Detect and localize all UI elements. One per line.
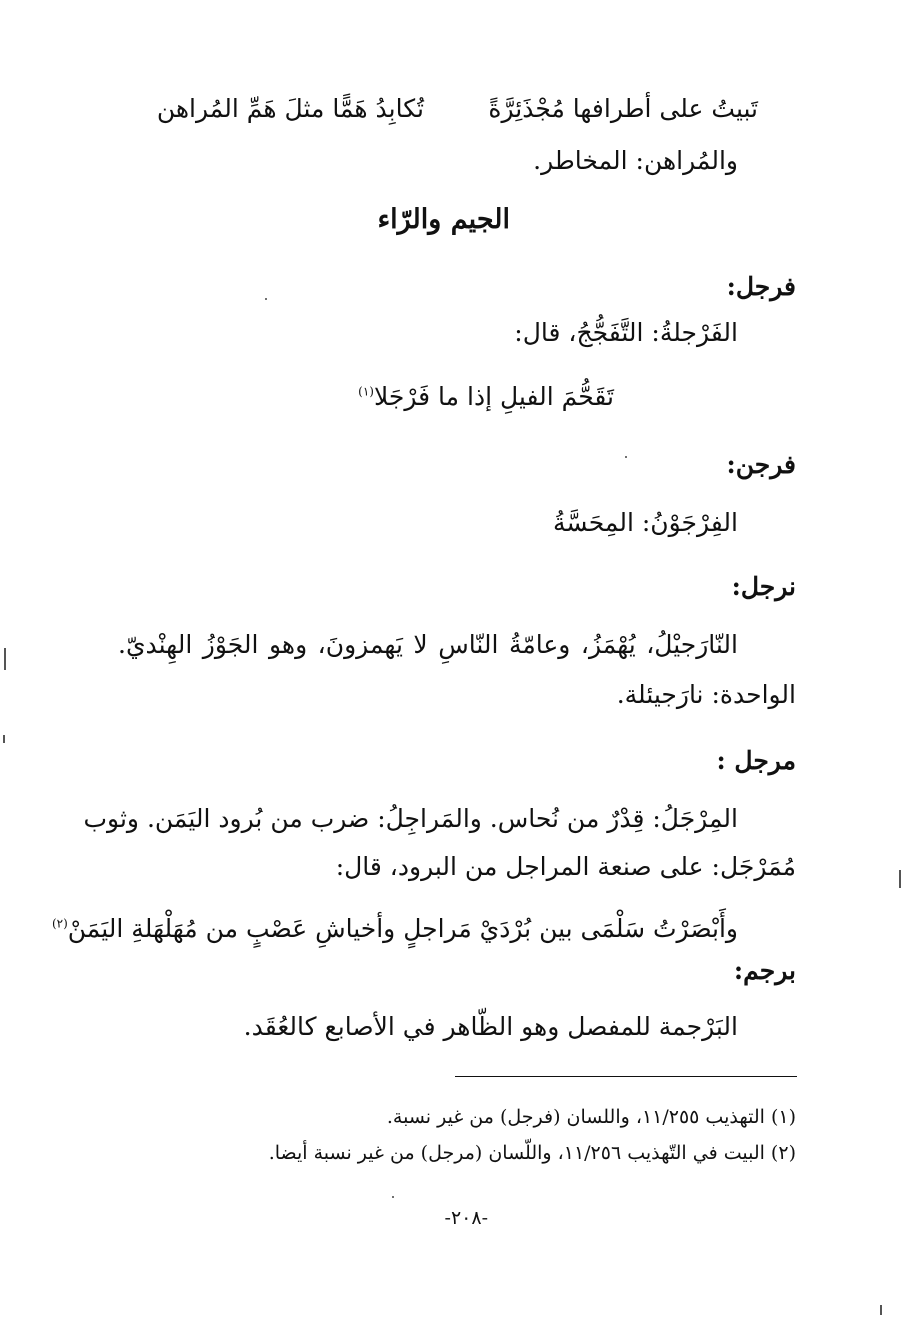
verse-line bbox=[358, 382, 614, 411]
footnote-ref: (١) bbox=[358, 384, 374, 399]
entry-text: الفِرْجَوْنُ: المِحَسَّةُ bbox=[553, 508, 738, 537]
verse-text: تَقَحُّمَ الفيلِ إذا ما فَرْجَلا bbox=[373, 382, 614, 411]
scan-edge-mark bbox=[3, 735, 5, 743]
footnote-divider bbox=[455, 1076, 797, 1077]
verse-left-hemistich: تُكابِدُ هَمًّا مثلَ هَمِّ المُراهن bbox=[156, 94, 424, 123]
footnote: (١) التهذيب ١١/٢٥٥، واللسان (فرجل) من غير نسبة. bbox=[386, 1106, 796, 1128]
scan-speck bbox=[392, 1196, 394, 1198]
footnote: (٢) البيت في التّهذيب ١١/٢٥٦، واللّسان (مرجل) من غير نسبة أيضا. bbox=[268, 1142, 796, 1164]
verse-text: وأَبْصَرْتُ سَلْمَى بين بُرْدَيْ مَراجلٍ وأخياشِ عَصْبٍ من مُهَلْهَلةِ اليَمَنْ bbox=[67, 914, 738, 943]
entry-text: الفَرْجلةُ: التَّفَجُّجُ، قال: bbox=[514, 318, 738, 347]
scan-edge-mark bbox=[880, 1305, 882, 1315]
entry-head-narjal: نرجل: bbox=[731, 572, 796, 601]
scan-speck bbox=[625, 456, 627, 458]
entry-text: مُمَرْجَل: على صنعة المراجل من البرود، قال: bbox=[335, 852, 796, 881]
entry-text: الواحدة: نارَجيئلة. bbox=[616, 680, 796, 709]
entry-text: المِرْجَلُ: قِدْرٌ من نُحاس. والمَراجِلُ: ضرب من بُرود اليَمَن. وثوب bbox=[83, 804, 738, 833]
gloss-line: والمُراهن: المخاطر. bbox=[533, 146, 738, 175]
section-title: الجيم والرّاء bbox=[377, 204, 510, 235]
footnote-ref: (٢) bbox=[51, 916, 68, 931]
scan-speck bbox=[265, 298, 267, 300]
scan-edge-mark bbox=[899, 870, 901, 888]
entry-head-barjam: برجم: bbox=[733, 956, 796, 985]
verse-right-hemistich: تَبيتُ على أطرافها مُجْذَئِرَّةً bbox=[488, 94, 758, 123]
entry-head-marjal: مرجل : bbox=[716, 746, 796, 775]
entry-head-farjan: فرجن: bbox=[726, 450, 796, 479]
verse-line bbox=[52, 914, 738, 943]
scan-edge-mark bbox=[4, 648, 6, 670]
entry-text: النّارَجيْلُ، يُهْمَزُ، وعامّةُ النّاسِ لا يَهمزونَ، وهو الجَوْزُ الهِنْديّ. bbox=[118, 630, 738, 659]
page-number: -٢٠٨- bbox=[444, 1207, 488, 1229]
entry-text: البَرْجمة للمفصل وهو الظّاهر في الأصابع كالعُقَد. bbox=[243, 1012, 738, 1041]
entry-head-farjal: فرجل: bbox=[726, 272, 796, 301]
